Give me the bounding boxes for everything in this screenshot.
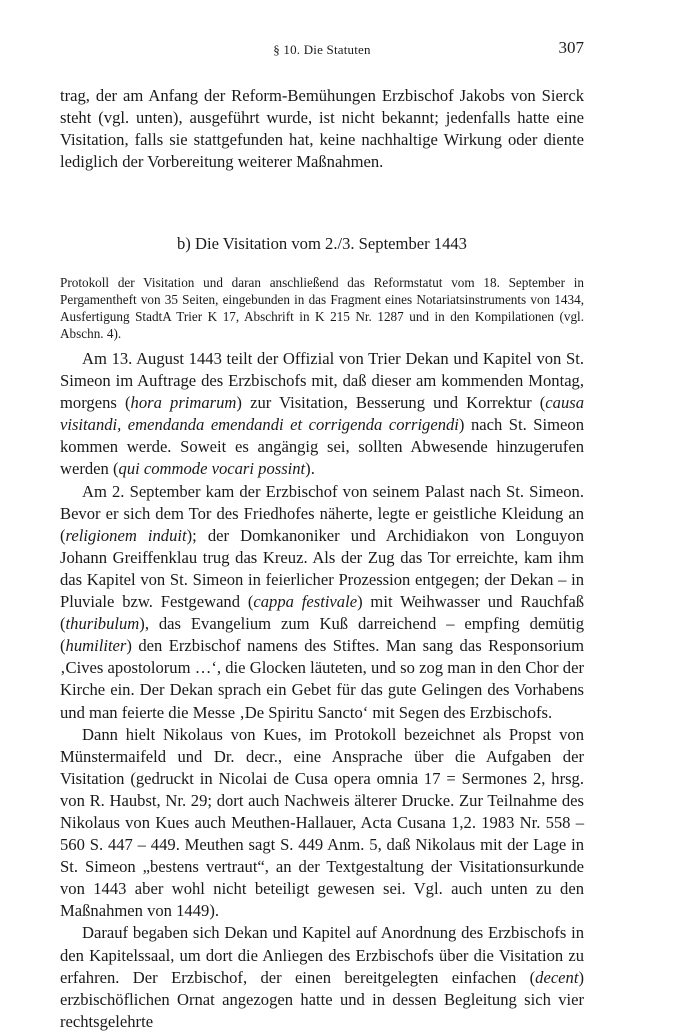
text-run: ) den Erzbischof namens des Stiftes. Man sang das Responsorium ‚Cives apostolorum …‘, die Glocken läuteten, und so zog man in den Chor der Kirche ein. Der Dekan sprach ein Gebet für das gute Gelingen des Vorhabens und man feierte die Messe ‚De Spiritu Sancto‘ mit Segen des Erzbischofs. xyxy=(60,636,584,722)
text-run: ) erzbischöflichen Ornat angezogen hatte und in dessen Begleitung sich vier rechtsgelehrte xyxy=(60,967,584,1031)
running-head: § 10. Die Statuten xyxy=(273,42,371,57)
source-note: Protokoll der Visitation und daran anschließend das Reformstatut vom 18. September in Pergamentheft von 35 Seiten, eingebunden in das Fragment eines Notariatsinstruments von 1434, Ausfertigung StadtA Trier K 17, Abschrift in K 215 Nr. 1287 und in den Kompilationen (vgl. Abschn. 4). xyxy=(60,275,584,341)
text-run: Am 13. August 1443 teilt der Offizial von Trier Dekan und Kapitel von St. Simeon im Auftrage des Erzbischofs mit, daß dieser am kommenden Montag, morgens ( xyxy=(60,349,584,413)
text-run: Dann hielt Nikolaus von Kues, im Protokoll bezeichnet als Propst von Münstermaifeld und Dr. decr., eine Ansprache über die Aufgaben der Visitation (gedruckt in Nicolai de Cusa opera omnia 17 = Sermones 2, hrsg. von R. Haubst, Nr. 29; dort auch Nachweis älterer Drucke. Zur Teilnahme des Nikolaus von Kues auch Meuthen-Hallauer, Acta Cusana 1,2. 1983 Nr. 558 – 560 S. 447 – 449. Meuthen sagt S. 449 Anm. 5, daß Nikolaus mit der Lage in St. Simeon „bestens vertraut“, an der Textgestaltung der Visitationsurkunde von 1443 aber wohl nicht beteiligt gewesen sei. Vgl. auch unten zu den Maßnahmen von 1449). xyxy=(60,724,584,921)
latin-quote: thuribulum xyxy=(65,614,140,634)
latin-quote: qui commode vocari possint xyxy=(118,459,306,479)
body-text xyxy=(60,348,584,1033)
latin-quote: decent xyxy=(535,967,579,987)
page-number: 307 xyxy=(558,38,584,57)
paragraph-visitation-announcement xyxy=(60,348,584,481)
paragraph-chapter-house xyxy=(60,922,584,1032)
latin-quote: religionem induit xyxy=(65,525,187,545)
paragraph-procession xyxy=(60,481,584,724)
text-run: ) nach St. Simeon kommen werde. Soweit es angängig sei, sollten Abwesende hinzugerufen werden ( xyxy=(60,415,584,479)
page-header xyxy=(60,38,584,64)
latin-quote: hora primarum xyxy=(130,393,237,413)
text-run: ). xyxy=(305,459,315,479)
text-run: ) mit Weihwasser und Rauchfaß ( xyxy=(60,592,584,634)
paragraph-nikolaus-speech xyxy=(60,724,584,923)
text-run: ) zur Visitation, Besserung und Korrektur ( xyxy=(236,393,546,413)
latin-quote: humiliter xyxy=(65,636,127,656)
text-run: ); der Domkanoniker und Archidiakon von Longuyon Johann Greiffenklau trug das Kreuz. Als der Zug das Tor erreichte, kam ihm das Kapitel von St. Simeon in feierlicher Prozession entgegen; der Dekan – in Pluviale bzw. Festgewand ( xyxy=(60,525,584,612)
section-heading: b) Die Visitation vom 2./3. September 1443 xyxy=(177,234,467,253)
text-run: Am 2. September kam der Erzbischof von seinem Palast nach St. Simeon. Bevor er sich dem Tor des Friedhofes näherte, legte er geistliche Kleidung an ( xyxy=(60,481,584,545)
latin-quote: causa visitandi, emendanda emendandi et corrigenda corrigendi xyxy=(60,393,584,435)
latin-quote: cappa festivale xyxy=(253,592,358,612)
text-run: Darauf begaben sich Dekan und Kapitel auf Anordnung des Erzbischofs in den Kapitelssaal, um dort die Anliegen des Erzbischofs über die Visitation zu erfahren. Der Erzbischof, der einen bereitgelegten einfachen ( xyxy=(60,923,584,987)
text-run: ), das Evangelium zum Kuß darreichend – empfing demütig ( xyxy=(60,614,584,656)
intro-paragraph: trag, der am Anfang der Reform-Bemühungen Erzbischof Jakobs von Sierck steht (vgl. unten), ausgeführt wurde, ist nicht bekannt; jedenfalls hatte eine Visitation, falls sie stattgefunden hat, keine nachhaltige Wirkung oder diente lediglich der Vorbereitung weiterer Maßnahmen. xyxy=(60,86,584,172)
